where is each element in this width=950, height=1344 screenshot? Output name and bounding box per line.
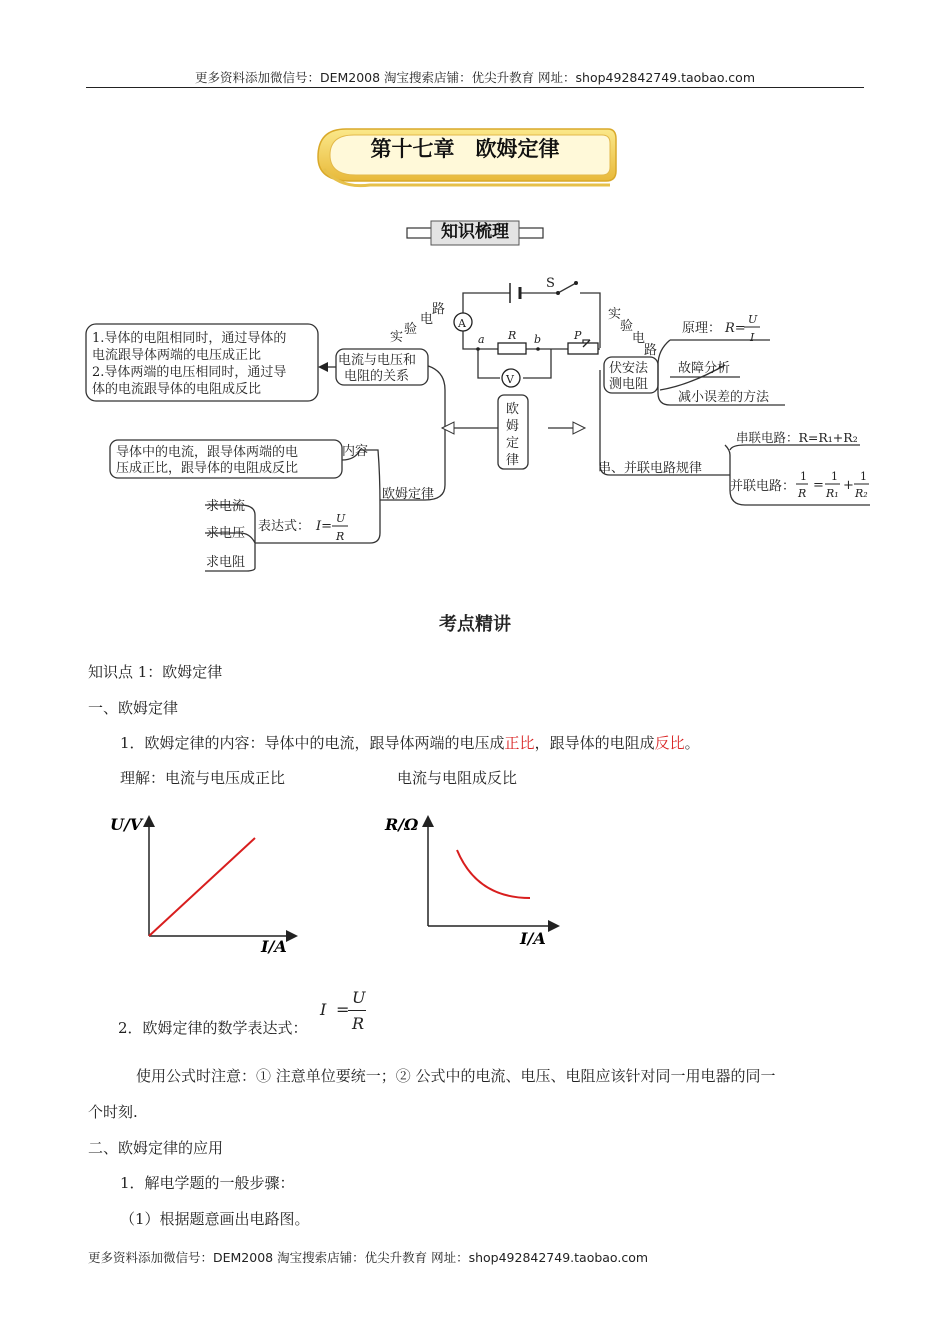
exp-right-2: 验 [620,319,634,334]
understand-left: 理解：电流与电压成正比 [120,769,286,787]
step1: （1）根据题意画出电路图。 [120,1210,310,1228]
exp-left-1: 实 [390,330,404,345]
part2-heading: 二、欧姆定律的应用 [88,1139,224,1157]
left-note-line4: 体的电流跟导体的电阻成反比 [92,382,262,397]
parallel-label: 并联电路： [730,479,796,494]
resistor-label: R [508,329,517,342]
chapter-title: 第十七章 欧姆定律 [370,136,560,161]
step-title: 1．解电学题的一般步骤： [120,1174,295,1192]
exp-left-3: 电 [420,312,434,327]
reduce-error: 减小误差的方法 [678,390,770,405]
use-resistance: 求电阻 [206,555,246,570]
center-char3: 定 [506,436,520,451]
series-rule: 串联电路：R=R₁+R₂ [736,430,858,445]
chapter-banner [310,125,620,193]
use-voltage: 求电压 [206,526,246,541]
note-line1: 使用公式时注意：① 注意单位要统一；② 公式中的电流、电压、电阻应该针对同一用电器的同一 [136,1067,776,1085]
center-char4: 律 [506,453,520,468]
formula [318,988,368,1034]
right-box-line1: 伏安法 [609,361,649,376]
battery-icon [510,283,520,303]
relation-line2: 电阻的关系 [344,369,410,384]
expression-label: 表达式： [258,519,311,534]
switch-contact-icon [574,281,578,285]
graph-r-i [382,810,562,955]
circuit-wire-top [520,283,600,348]
expression-den: R [336,530,345,543]
graph2-curve [457,850,530,898]
switch-pivot-icon [556,291,560,295]
page-header: 更多资料添加微信号：DEM2008 淘宝搜索店铺：优尖升教育 网址：shop492842749.taobao.com [194,70,756,85]
graph2-xlabel: I/A [520,929,546,948]
graph1-ylabel: U/V [110,815,143,834]
center-left-arrow-icon [442,422,454,434]
content-label: 内容 [342,444,369,459]
resistor-icon [498,343,526,354]
item1-red2: 反比 [654,734,685,752]
node-b-label: b [534,333,542,346]
badge-title: 知识梳理 [441,222,509,242]
understand-right: 电流与电阻成反比 [397,769,518,787]
principle-den: I [750,331,755,344]
left-arrow-icon [318,362,328,372]
item1-mid: ，跟导体的电阻成 [534,734,655,752]
exp-right-1: 实 [608,307,622,322]
node-a-icon [476,347,480,351]
kp1-title: 知识点 1：欧姆定律 [88,663,223,681]
slider-label: P [574,329,582,342]
principle-num: U [748,313,758,326]
voltmeter-label: V [506,373,514,386]
parallel-d1: R [798,487,807,500]
center-char2: 姆 [506,419,520,434]
page-footer: 更多资料添加微信号：DEM2008 淘宝搜索店铺：优尖升教育 网址：shop492842749.taobao.com [88,1250,649,1265]
expression-lhs: I= [316,519,333,534]
parallel-n3: 1 [860,470,867,483]
node-a-label: a [478,333,485,346]
exp-right-3: 电 [632,331,646,346]
switch-label: S [546,276,555,291]
formula-bar [348,1010,366,1011]
section-title: 考点精讲 [439,614,511,635]
formula-lhs: I [320,1000,327,1019]
item1-prefix: 1．欧姆定律的内容：导体中的电流，跟导体两端的电压成 [120,734,505,752]
parallel-plus: + [843,478,854,493]
left-note-line3: 2.导体两端的电压相同时，通过导 [92,365,287,380]
principle-lhs: R= [725,321,746,336]
formula-num: U [352,988,366,1007]
node-b-icon [536,347,540,351]
relation-line1: 电流与电压和 [338,353,417,368]
content-note-line2: 压成正比，跟导体的电阻成反比 [116,461,299,476]
expression-num: U [336,512,346,525]
center-right-arrow-icon [573,422,585,434]
exp-right-4: 路 [644,343,658,358]
left-note-line2: 电流跟导体两端的电压成正比 [92,348,262,363]
mindmap [80,265,880,580]
part1-heading: 一、欧姆定律 [88,699,179,717]
item1-red1: 正比 [504,734,535,752]
graph-u-i [105,810,305,960]
series-parallel-label: 串、并联电路规律 [598,461,703,476]
right-box-line2: 测电阻 [609,377,649,392]
law-branch-label: 欧姆定律 [382,487,435,502]
parallel-n2: 1 [831,470,838,483]
header-divider [86,87,864,88]
graph2-ylabel: R/Ω [385,815,419,834]
exp-left-4: 路 [432,302,446,317]
parallel-eq: = [813,478,824,493]
item2-text: 2．欧姆定律的数学表达式： [118,1019,308,1037]
graph1-xlabel: I/A [261,937,287,956]
parallel-n1: 1 [800,470,807,483]
item1-end: 。 [684,734,700,752]
parallel-d2: R₁ [826,487,839,500]
fault-analysis: 故障分析 [678,361,731,376]
knowledge-badge [405,220,545,246]
principle-label: 原理： [682,321,722,336]
ammeter-label: A [458,317,466,330]
formula-eq: = [336,1000,350,1019]
exp-left-2: 验 [404,322,418,337]
rheostat-icon [568,343,598,354]
parallel-d3: R₂ [855,487,868,500]
formula-den: R [352,1014,365,1033]
content-note-line1: 导体中的电流，跟导体两端的电 [116,445,299,460]
center-char1: 欧 [506,402,520,417]
use-current: 求电流 [206,499,246,514]
item1-text [120,733,700,753]
graph1-line [149,838,255,936]
note-line2: 个时刻. [88,1103,138,1121]
left-note-line1: 1.导体的电阻相同时，通过导体的 [92,331,287,346]
